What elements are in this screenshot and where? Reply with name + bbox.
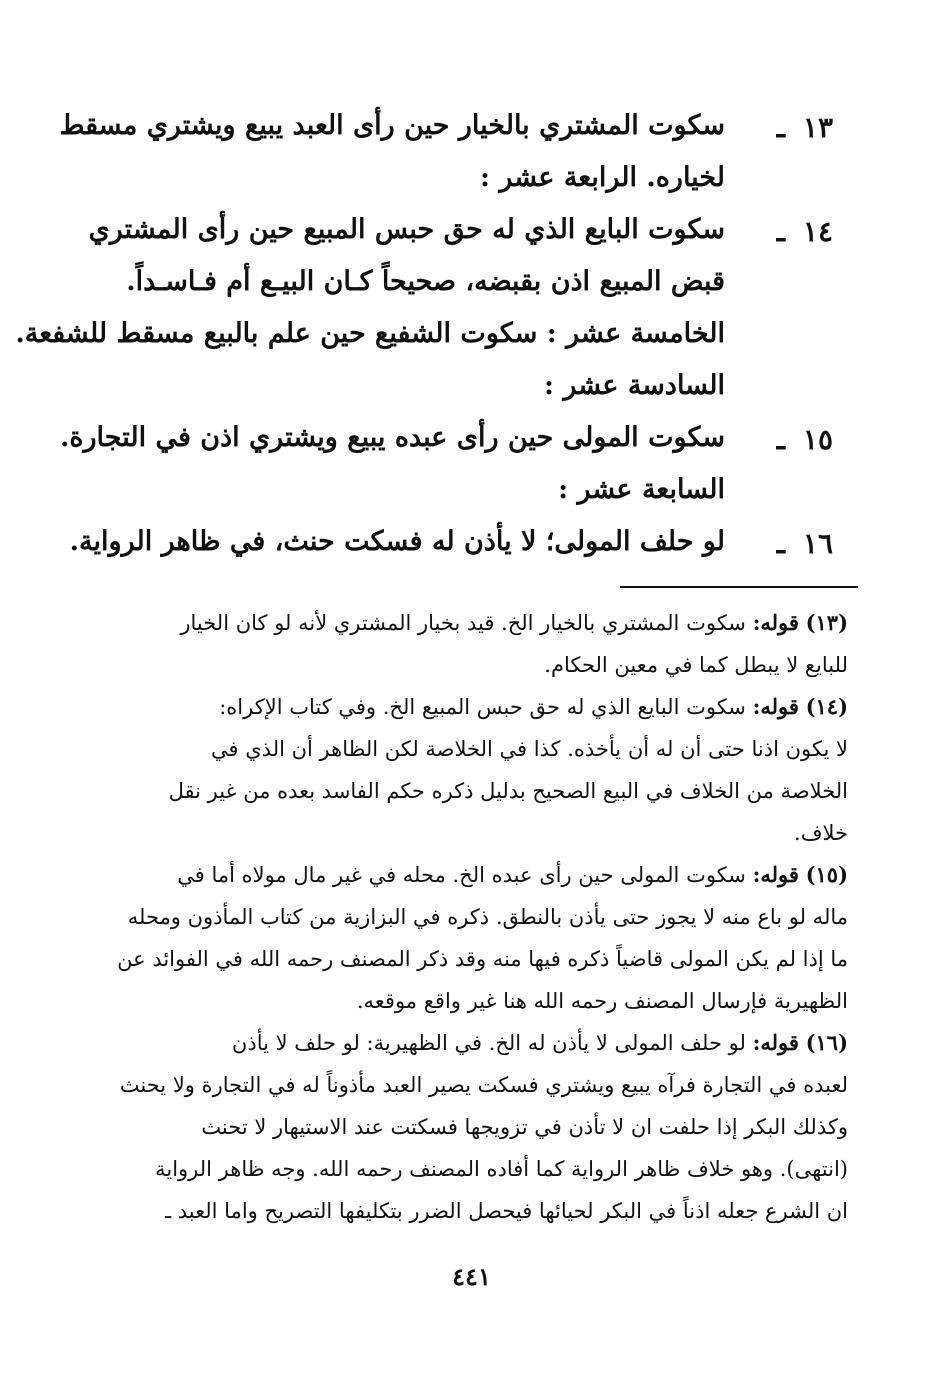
item-dash: ـ (776, 215, 785, 248)
list-item-14 (15, 204, 833, 412)
note-line (100, 1022, 848, 1064)
note-first-text: سكوت المشتري بالخيار الخ. قيد بخيار المشتري لأنه لو كان الخيار (180, 611, 746, 635)
note-ref: (١٣) (805, 610, 848, 635)
note-keyword: قوله: (752, 1030, 799, 1055)
footnote-14 (100, 686, 848, 854)
footnote-13 (100, 602, 848, 686)
text-line: السادسة عشر : (543, 370, 725, 401)
note-ref: (١٦) (805, 1030, 848, 1055)
item-text (15, 204, 725, 412)
note-ref: (١٤) (805, 694, 848, 719)
note-line (100, 686, 848, 728)
note-line: للبايع لا يبطل كما في معين الحكام. (544, 653, 848, 677)
note-line: خلاف. (794, 821, 848, 845)
text-line: السابعة عشر : (558, 474, 725, 505)
note-line (100, 602, 848, 644)
text-line: الخامسة عشر : سكوت الشفيع حين علم بالبيع مسقط للشفعة. (15, 318, 725, 349)
note-line: لعبده في التجارة فرآه يبيع ويشتري فسكت يصير العبد مأذوناً له في التجارة ولا يحنث (119, 1073, 848, 1097)
note-line: وكذلك البكر إذا حلفت ان لا تأذن في تزويجها فسكتت عند الاستيهار لا تحنث (201, 1115, 848, 1139)
note-first-text: لو حلف المولى لا يأذن له الخ. في الظهيرية: لو حلف لا يأذن (231, 1031, 746, 1055)
item-text (60, 412, 725, 516)
note-keyword: قوله: (752, 610, 799, 635)
note-line: لا يكون اذنا حتى أن له أن يأخذه. كذا في الخلاصة لكن الظاهر أن الذي في (211, 737, 848, 761)
note-line: ماله لو باع منه لا يجوز حتى يأذن بالنطق. ذكره في البزازية من كتاب المأذون ومحله (127, 905, 848, 929)
main-text (15, 100, 833, 572)
text-line: سكوت المولى حين رأى عبده يبيع ويشتري اذن في التجارة. (59, 422, 725, 453)
text-line: لو حلف المولى؛ لا يأذن له فسكت حنث، في ظاهر الرواية. (69, 526, 725, 557)
note-line (100, 854, 848, 896)
text-line: لخياره. الرابعة عشر : (479, 162, 725, 193)
item-number-text: ١٦ (802, 527, 833, 560)
item-number-text: ١٣ (802, 111, 833, 144)
note-ref: (١٥) (805, 862, 848, 887)
item-number-text: ١٤ (802, 215, 833, 248)
footnote-15 (100, 854, 848, 1022)
item-dash: ـ (776, 527, 785, 560)
item-text (60, 100, 725, 204)
footnotes (100, 602, 848, 1232)
note-line: ما إذا لم يكن المولى قاضياً ذكره فيها منه وقد ذكر المصنف رحمه الله في الفوائد عن (117, 947, 848, 971)
note-keyword: قوله: (752, 694, 799, 719)
item-number (725, 100, 833, 156)
page-number: ٤٤١ (452, 1262, 491, 1291)
footnote-separator (620, 586, 858, 588)
footnote-16 (100, 1022, 848, 1232)
item-number (725, 516, 833, 572)
note-keyword: قوله: (752, 862, 799, 887)
item-dash: ـ (776, 423, 785, 456)
note-line: الظهيرية فإرسال المصنف رحمه الله هنا غير واقع موقعه. (356, 989, 848, 1013)
text-line: سكوت المشتري بالخيار حين رأى العبد يبيع ويشتري مسقط (59, 110, 725, 141)
list-item-13 (59, 100, 833, 204)
item-dash: ـ (776, 111, 785, 144)
note-line: ان الشرع جعله اذناً في البكر لحيائها فيحصل الضرر بتكليفها التصريح واما العبد ـ (164, 1199, 848, 1223)
list-item-16 (69, 516, 833, 572)
note-line: الخلاصة من الخلاف في البيع الصحيح بدليل ذكره حكم الفاسد بعده من غير نقل (168, 779, 848, 803)
text-line: سكوت البايع الذي له حق حبس المبيع حين رأى المشتري (88, 214, 725, 245)
note-line: (انتهى). وهو خلاف ظاهر الرواية كما أفاده المصنف رحمه الله. وجه ظاهر الرواية (155, 1157, 848, 1181)
item-text (70, 516, 725, 568)
item-number (725, 204, 833, 260)
text-line: قبض المبيع اذن بقبضه، صحيحاً كـان البيـع أم فـاسـداً. (126, 266, 725, 297)
list-item-15 (59, 412, 833, 516)
item-number (725, 412, 833, 468)
note-first-text: سكوت البايع الذي له حق حبس المبيع الخ. وفي كتاب الإكراه: (219, 695, 746, 719)
note-first-text: سكوت المولى حين رأى عبده الخ. محله في غير مال مولاه أما في (177, 863, 746, 887)
item-number-text: ١٥ (802, 423, 833, 456)
